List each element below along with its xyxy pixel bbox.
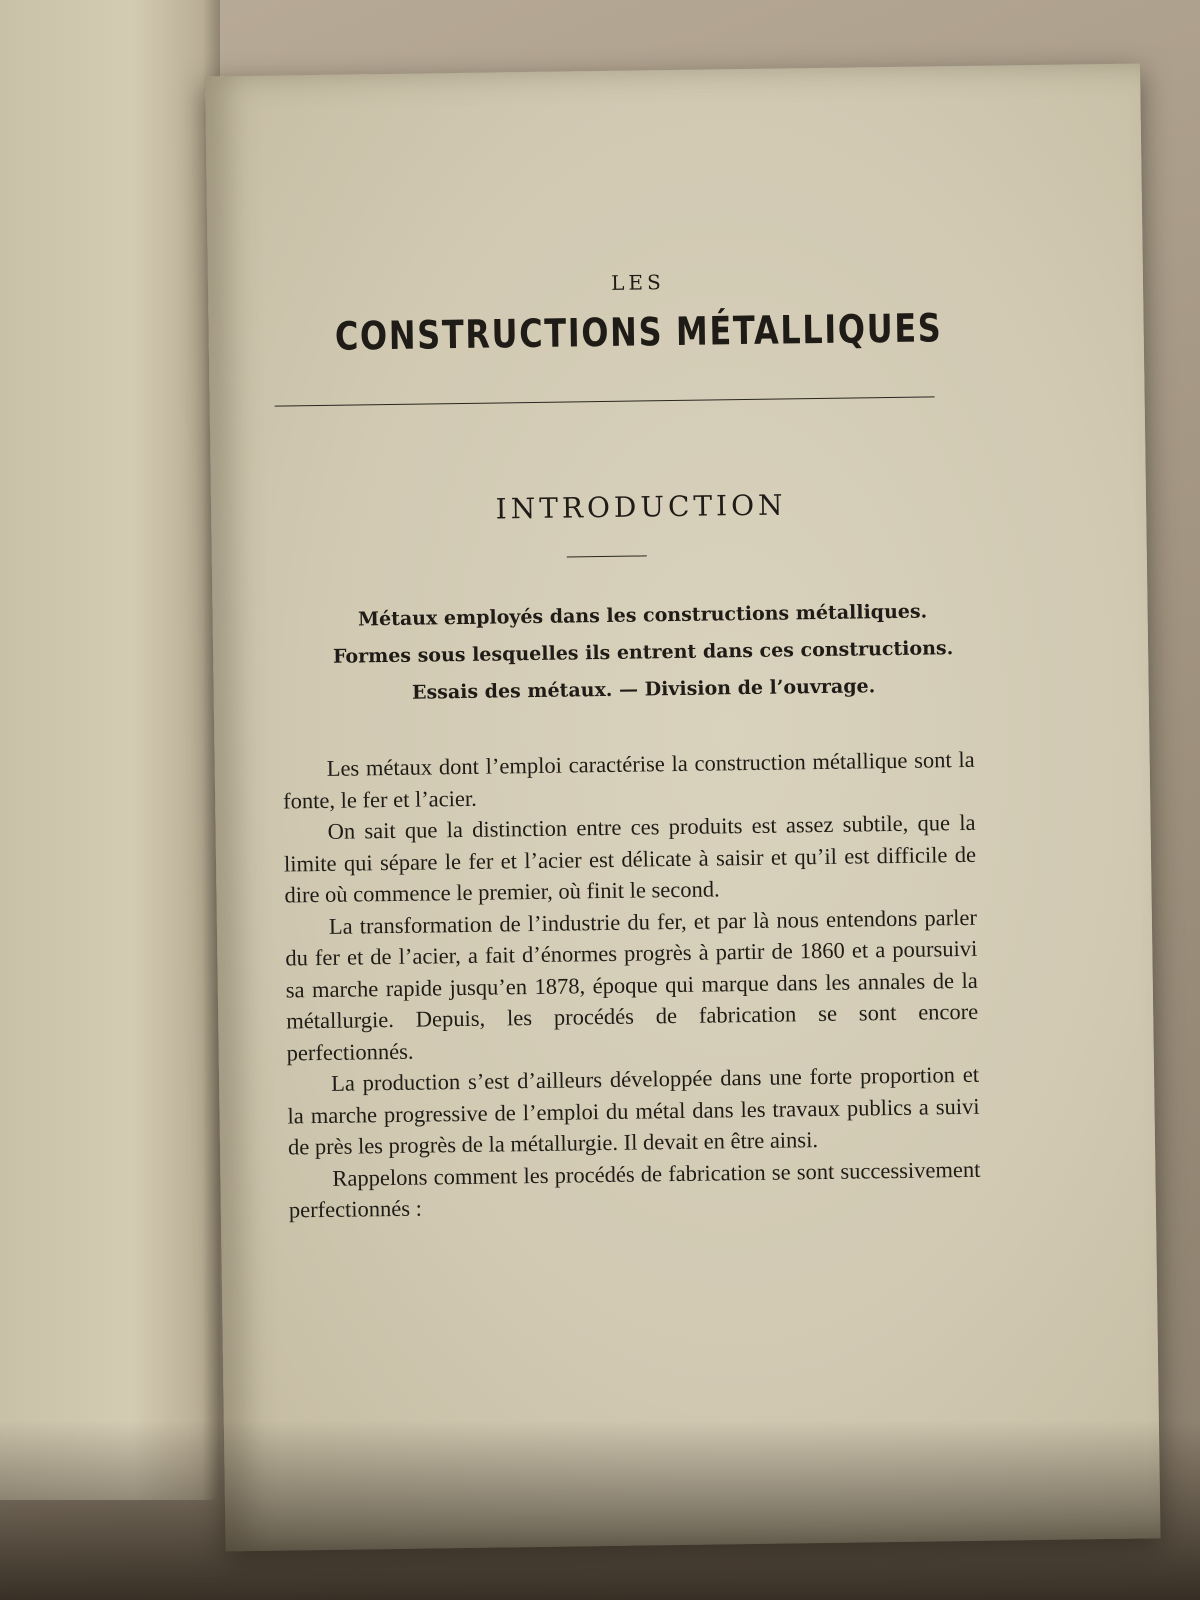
section-title: INTRODUCTION	[495, 488, 787, 526]
paragraph: Les métaux dont l’emploi caractérise la construction métallique sont la fonte, le fer et l’acier.	[282, 746, 975, 814]
subheading: Formes sous lesquelles ils entrent dans ces constructions.	[332, 637, 954, 668]
page-content	[245, 65, 1025, 1223]
paragraph: La transformation de l’industrie du fer, et par là nous entendons parler du fer et de l’acier, a fait d’énormes progrès à partir de 1860 et a poursuivi sa marche rapide jusqu’en 1878, époque qui marque dans les annales de la métallurgie. Depuis, les procédés de fabrication se sont encore perfectionnés.	[285, 904, 979, 1065]
section-rule	[567, 555, 647, 557]
subheading: Essais des métaux. — Division de l’ouvrage.	[411, 675, 876, 704]
bottom-shadow	[0, 1420, 1200, 1600]
subheading: Métaux employés dans les constructions métalliques.	[357, 600, 928, 631]
left-page	[0, 0, 220, 1500]
body-text	[283, 744, 982, 1226]
book-page	[205, 63, 1161, 1551]
page-header: LES	[611, 270, 665, 295]
subheadings	[252, 592, 1033, 714]
paragraph: La production s’est d’ailleurs développée dans une forte proportion et la marche progressive de l’emploi du métal dans les travaux publics a suivi de près les progrès de la métallurgie. Il devait en être ainsi.	[287, 1061, 980, 1160]
paragraph: Rappelons comment les procédés de fabrication se sont successivement perfectionnés :	[288, 1156, 981, 1223]
paragraph: On sait que la distinction entre ces produits est assez subtile, que la limite qui sépare le fer et l’acier est délicate à saisir et qu’il est difficile de dire où commence le premier, où finit le second.	[283, 809, 977, 908]
page-title: CONSTRUCTIONS MÉTALLIQUES	[334, 306, 943, 360]
title-rule	[275, 396, 935, 406]
